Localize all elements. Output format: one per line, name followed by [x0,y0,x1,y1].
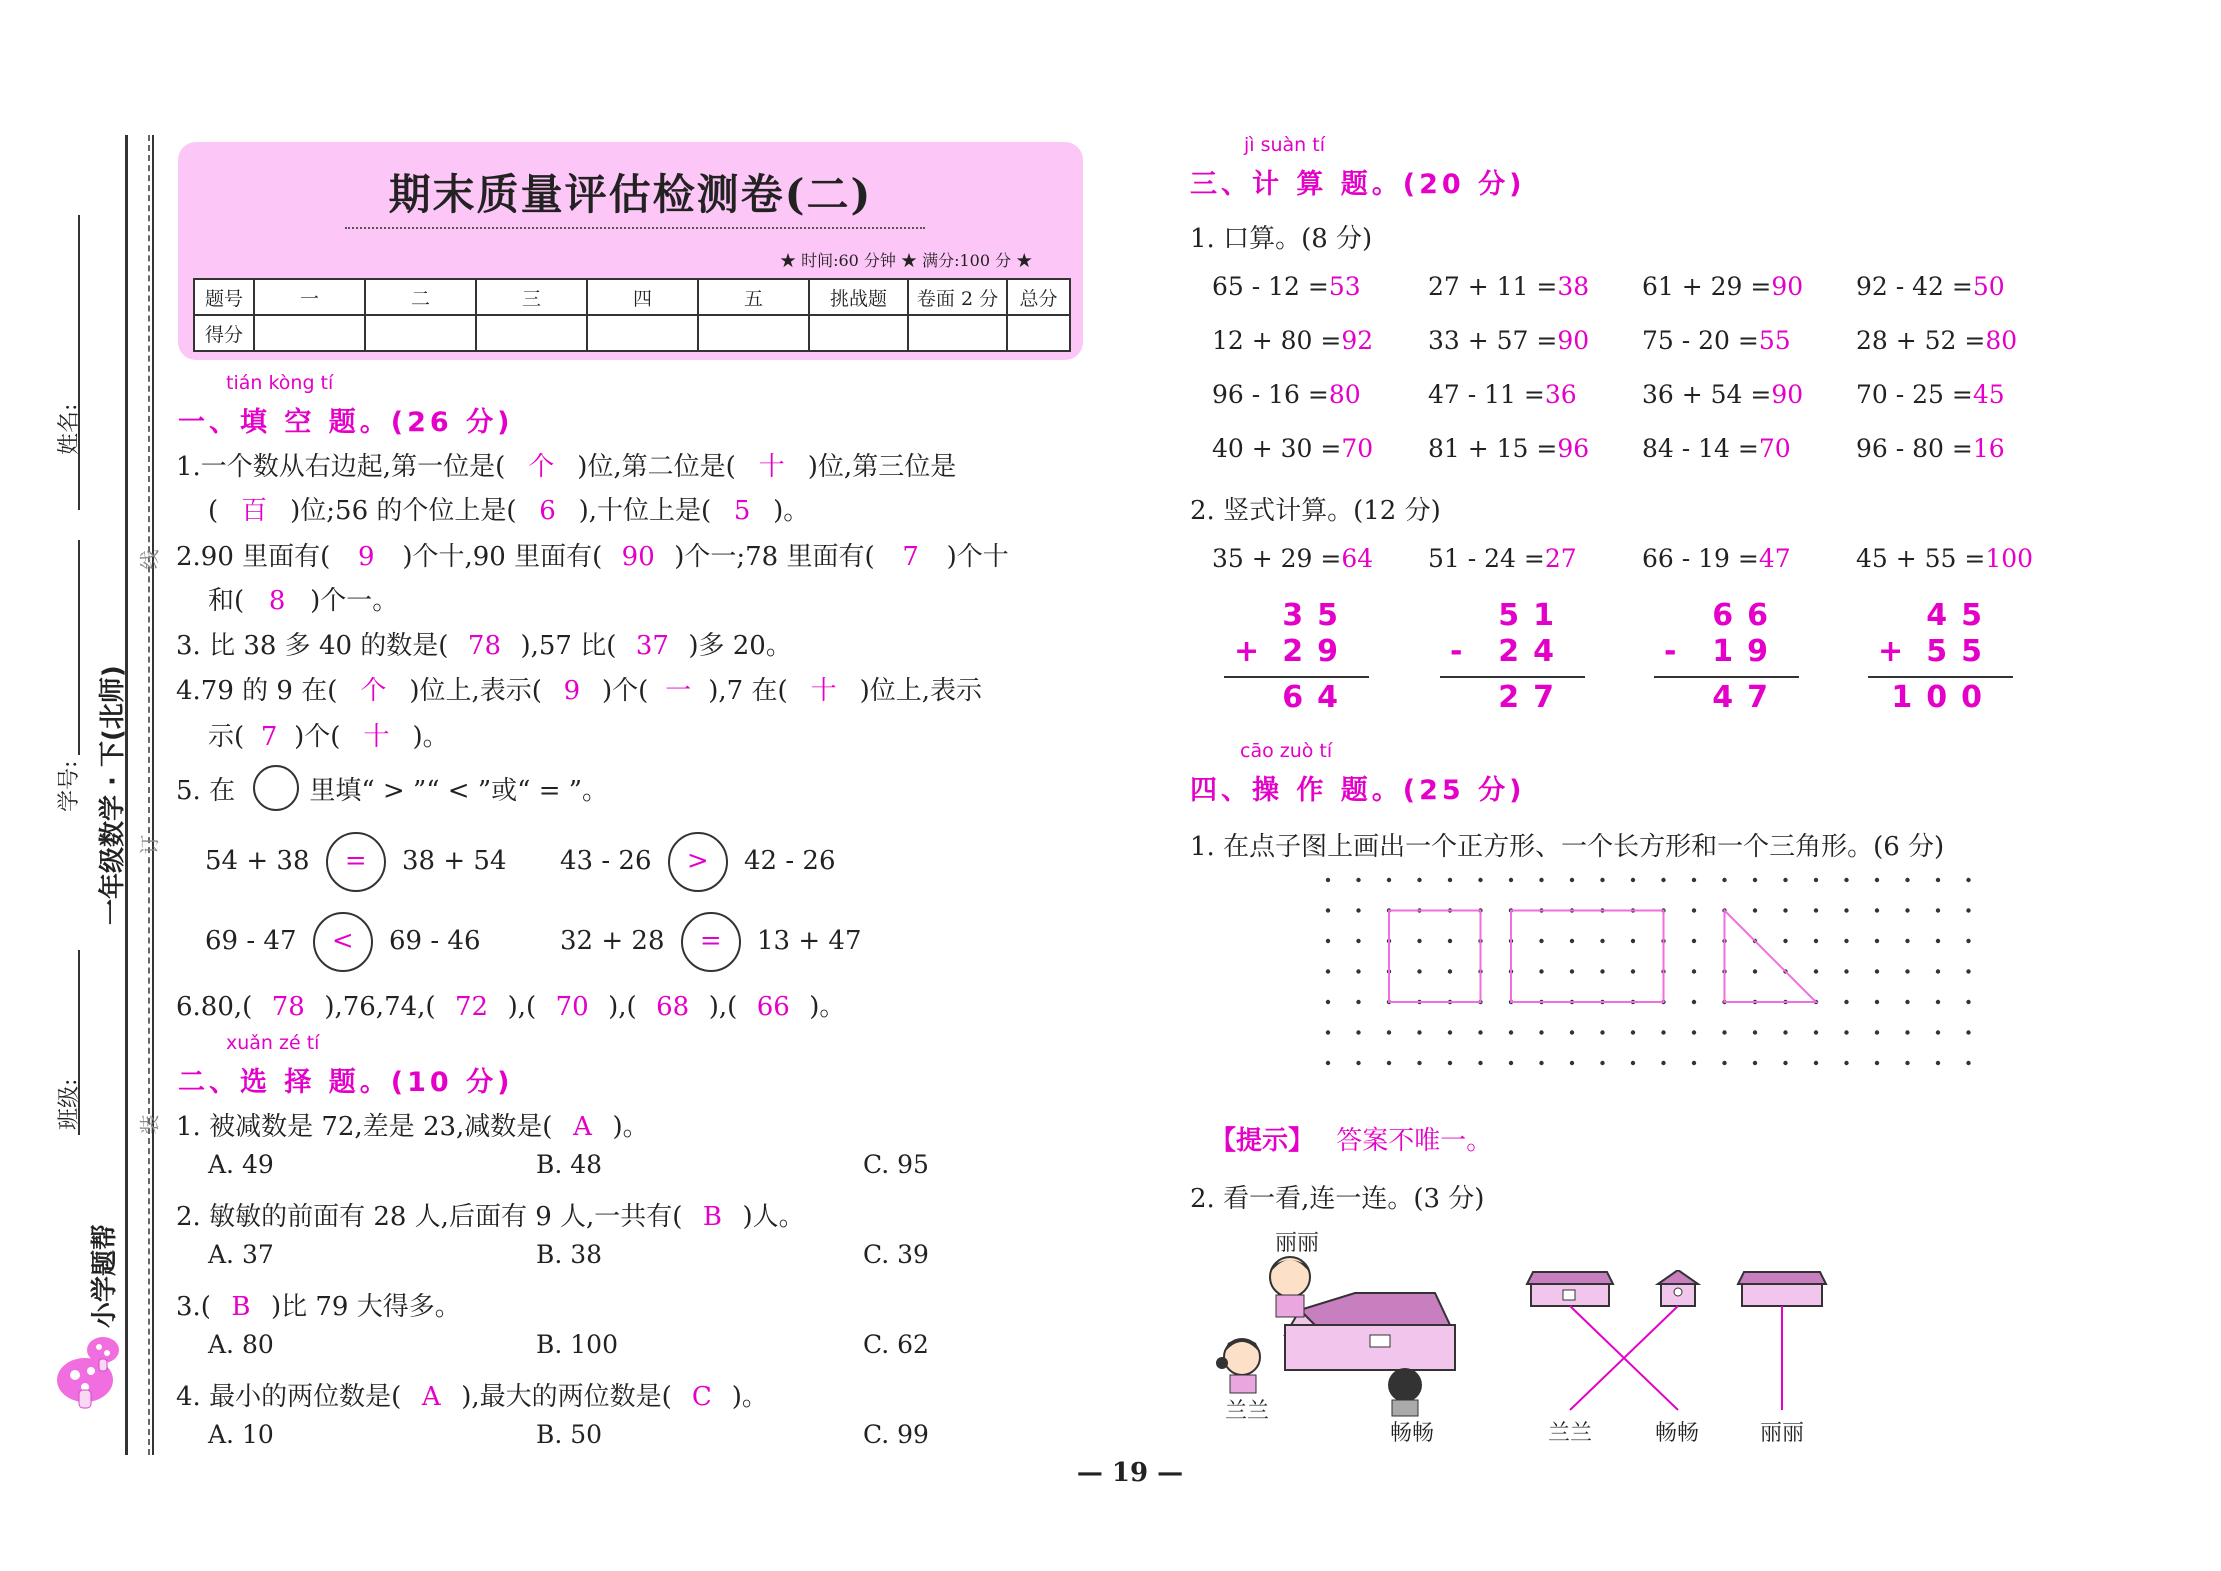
answer: 55 [1758,326,1791,355]
answer: 9 [358,542,375,572]
grid-dot [1814,878,1818,882]
section3-pinyin: jì suàn tí [1244,134,1325,156]
grid-dot [1814,1030,1818,1034]
compare-answer-circle: > [668,832,728,892]
vertical-operator: + [1878,634,1918,669]
grid-dot [1966,908,1970,912]
compare-item: 32 + 28 = 13 + 47 [560,912,862,972]
grid-dot [1722,1061,1726,1065]
grid-dot [1844,1061,1848,1065]
s1-q1-line1: 1.一个数从右边起,第一位是( 个 )位,第二位是( 十 )位,第三位是 [176,446,956,483]
option: C. 95 [863,1150,929,1179]
kid-name-lanlan: 兰兰 [1225,1399,1270,1424]
answer: 36 [1544,380,1577,409]
grid-dot [1905,939,1909,943]
score-header: 五 [698,279,809,315]
grid-dot [1875,1061,1879,1065]
grid-dot [1448,969,1452,973]
grid-dot [1600,878,1604,882]
compare-answer-circle: = [326,832,386,892]
section1-title: 一、填 空 题。(26 分) [178,407,514,438]
score-header: 总分 [1007,279,1070,315]
vertical-calc-equation: 66 - 19 =47 [1642,544,1791,573]
grid-dot [1753,908,1757,912]
vertical-operator: - [1450,634,1477,669]
answer: 27 [1544,544,1577,573]
cut-mark-xian: 线 [137,549,162,570]
grid-dot [1936,969,1940,973]
house-views [1525,1270,1845,1440]
option: B. 100 [536,1330,618,1359]
grid-dot [1661,1030,1665,1034]
score-cell[interactable] [1007,315,1070,351]
answer: B [231,1292,251,1322]
s3-q2-title: 2. 竖式计算。(12 分) [1190,496,1441,526]
grid-dot [1570,1030,1574,1034]
option: B. 50 [536,1420,603,1449]
grid-dot [1448,878,1452,882]
id-field-line [78,540,80,755]
answer: 70 [1341,434,1374,463]
section4-pinyin: cāo zuò tí [1240,740,1333,762]
grid-dot [1387,1030,1391,1034]
grid-dot [1966,939,1970,943]
score-header: 二 [365,279,476,315]
answer: 92 [1341,326,1374,355]
vertical-top-number: 51 [1498,598,1568,633]
grid-dot [1814,969,1818,973]
answer: 70 [1758,434,1791,463]
grid-dot [1844,939,1848,943]
answer: 5 [733,496,751,526]
grid-dot [1539,878,1543,882]
kid-name-changchang: 畅畅 [1390,1421,1435,1446]
grid-dot [1844,908,1848,912]
score-cell[interactable] [254,315,365,351]
option: A. 80 [208,1330,274,1359]
oral-calc-item: 81 + 15 =96 [1428,434,1590,463]
grid-dot [1966,1000,1970,1004]
vertical-bottom-number: 55 [1926,634,1996,669]
grid-dot [1631,939,1635,943]
s1-q2-line2: 和( 8 )个一。 [208,586,399,616]
grid-dot [1570,878,1574,882]
score-header: 四 [587,279,698,315]
answer: 100 [1985,544,2034,573]
grid-dot [1326,878,1330,882]
grid-dot [1936,1030,1940,1034]
compare-item: 69 - 47 < 69 - 46 [205,912,481,972]
grid-dot [1326,969,1330,973]
name-label: 姓名: [57,403,82,455]
score-header: 题号 [194,279,254,315]
score-header: 三 [476,279,587,315]
vertical-operator: - [1664,634,1691,669]
grid-dot [1692,1030,1696,1034]
brand-label: 小学题帮 [90,1223,120,1328]
vertical-calc-equation: 35 + 29 =64 [1212,544,1374,573]
s3-q1-title: 1. 口算。(8 分) [1190,224,1373,254]
grid-dot [1631,1030,1635,1034]
vertical-bottom-number: 19 [1712,634,1782,669]
compare-answer-circle: < [313,912,373,972]
option: C. 39 [863,1240,929,1269]
answer: 90 [1557,326,1590,355]
grid-dot [1631,969,1635,973]
cut-mark-zhuang: 装 [137,1114,162,1135]
grid-dot [1600,939,1604,943]
binding-line-inner [148,135,150,1455]
grid-dot [1326,908,1330,912]
grid-dot [1570,939,1574,943]
compare-item: 54 + 38 = 38 + 54 [205,832,507,892]
grid-dot [1356,939,1360,943]
section3-title: 三、计 算 题。(20 分) [1190,169,1526,200]
grid-dot [1966,1030,1970,1034]
score-cell[interactable] [365,315,476,351]
grid-dot [1875,969,1879,973]
section2-pinyin: xuǎn zé tí [226,1032,320,1054]
grid-dot [1753,878,1757,882]
grid-dot [1692,939,1696,943]
grid-dot [1814,908,1818,912]
exam-meta: ★ 时间:60 分钟 ★ 满分:100 分 ★ [780,251,1033,270]
grid-dot [1875,1030,1879,1034]
s1-q5: 5. 在 里填“ > ”“ < ”或“ = ”。 [176,770,608,811]
answer: 66 [756,992,790,1022]
grid-dot [1448,1030,1452,1034]
grid-dot [1417,1061,1421,1065]
vertical-divider-line [1868,676,2013,678]
score-cell[interactable] [698,315,809,351]
grid-dot [1539,1030,1543,1034]
mushroom-logo [55,1325,135,1415]
compare-item: 43 - 26 > 42 - 26 [560,832,836,892]
answer: 70 [555,992,589,1022]
grid-dot [1387,878,1391,882]
answer: 45 [1972,380,2005,409]
score-cell[interactable] [476,315,587,351]
answer: 38 [1557,272,1590,301]
oral-calc-item: 36 + 54 =90 [1642,380,1804,409]
binding-line-right [152,135,154,1455]
grid-dot [1722,1030,1726,1034]
page-title: 期末质量评估检测卷(二) [388,170,873,219]
grid-dot [1356,1030,1360,1034]
oral-calc-item: 84 - 14 =70 [1642,434,1791,463]
grid-dot [1417,878,1421,882]
grid-dot [1631,1061,1635,1065]
answer: 百 [241,496,268,526]
answer: 53 [1328,272,1361,301]
title-underline [345,227,925,229]
grid-dot [1783,1030,1787,1034]
grid-dot [1875,939,1879,943]
grid-dot [1478,878,1482,882]
oral-calc-item: 28 + 52 =80 [1856,326,2018,355]
s2-q1: 1. 被减数是 72,差是 23,减数是( A )。 [176,1112,649,1142]
section2-title: 二、选 择 题。(10 分) [178,1067,514,1098]
answer: B [702,1202,722,1232]
score-row-label: 得分 [194,315,254,351]
score-header: 卷面 2 分 [908,279,1007,315]
grid-dot [1600,1030,1604,1034]
grid-dot [1936,1061,1940,1065]
s1-q4-line2: 示( 7 )个( 十 )。 [208,716,449,753]
drawn-rectangle [1511,911,1664,1003]
grid-dot [1326,1000,1330,1004]
oral-calc-item: 33 + 57 =90 [1428,326,1590,355]
vertical-result: 47 [1712,680,1782,715]
grid-dot [1387,1061,1391,1065]
grid-dot [1478,1030,1482,1034]
vertical-top-number: 66 [1712,598,1782,633]
option: C. 99 [863,1420,929,1449]
vertical-result: 27 [1498,680,1568,715]
grid-dot [1448,1061,1452,1065]
grid-dot [1600,969,1604,973]
answer: 16 [1972,434,2005,463]
grid-dot [1326,1061,1330,1065]
grid-dot [1936,908,1940,912]
grid-dot [1692,1000,1696,1004]
vertical-operator: + [1234,634,1274,669]
drawn-triangle [1725,911,1817,1003]
grid-dot [1356,908,1360,912]
grid-dot [1905,878,1909,882]
grid-dot [1539,969,1543,973]
kid-name-lili: 丽丽 [1275,1231,1320,1256]
s1-q2-line1: 2.90 里面有( 9 )个十,90 里面有( 90 )个一;78 里面有( 7 )个十 [176,542,1009,572]
grid-dot [1539,939,1543,943]
grid-dot [1692,878,1696,882]
oral-calc-item: 96 - 16 =80 [1212,380,1361,409]
s2-q2: 2. 敏敏的前面有 28 人,后面有 9 人,一共有( B )人。 [176,1202,805,1232]
vertical-top-number: 45 [1926,598,1996,633]
id-label: 学号: [57,760,82,812]
name-field-line [78,215,80,510]
grid-dot [1417,1030,1421,1034]
compare-circle-example [253,765,299,811]
score-cell[interactable] [587,315,698,351]
grid-dot [1631,878,1635,882]
s2-q3: 3.( B )比 79 大得多。 [176,1292,461,1322]
answer: 7 [260,722,278,752]
answer: 7 [902,542,919,572]
score-header: 挑战题 [809,279,908,315]
grid-dot [1905,1061,1909,1065]
answer: 十 [758,452,785,482]
grid-dot [1844,1030,1848,1034]
answer: A [421,1382,441,1412]
answer: 90 [621,542,655,572]
bottom-name: 丽丽 [1760,1421,1805,1446]
answer: 90 [1771,380,1804,409]
grid-dot [1814,939,1818,943]
grid-dot [1356,1061,1360,1065]
s2-q4: 4. 最小的两位数是( A ),最大的两位数是( C )。 [176,1382,768,1412]
grid-dot [1356,969,1360,973]
section4-title: 四、操 作 题。(25 分) [1190,775,1526,806]
compare-answer-circle: = [681,912,741,972]
option: C. 62 [863,1330,929,1359]
answer: 47 [1758,544,1791,573]
grid-dot [1753,1061,1757,1065]
grid-dot [1478,1061,1482,1065]
oral-calc-item: 92 - 42 =50 [1856,272,2005,301]
score-cell[interactable] [809,315,908,351]
grid-dot [1326,1030,1330,1034]
score-table [193,278,1071,352]
grid-dot [1570,969,1574,973]
oral-calc-item: 40 + 30 =70 [1212,434,1374,463]
answer: 64 [1341,544,1374,573]
grid-dot [1905,908,1909,912]
grade-label: 一年级数学 · 下(北师) [98,665,128,925]
grid-dot [1722,878,1726,882]
grid-dot [1875,908,1879,912]
answer: 6 [539,496,556,526]
hint: 【提示】 答案不唯一。 [1210,1126,1493,1156]
oral-calc-item: 96 - 80 =16 [1856,434,2005,463]
grid-dot [1570,1061,1574,1065]
grid-dot [1936,878,1940,882]
oral-calc-item: 47 - 11 =36 [1428,380,1577,409]
grid-dot [1966,1061,1970,1065]
vertical-divider-line [1224,676,1369,678]
grid-dot [1356,1000,1360,1004]
vertical-calc-equation: 51 - 24 =27 [1428,544,1577,573]
cut-mark-ding: 订 [137,834,162,855]
s1-q1-line2: ( 百 )位;56 的个位上是( 6 ),十位上是( 5 )。 [208,490,809,527]
grid-dot [1783,939,1787,943]
grid-dot [1661,1061,1665,1065]
answer: 80 [1985,326,2018,355]
answer: 78 [271,992,305,1022]
grid-dot [1417,939,1421,943]
grid-dot [1966,969,1970,973]
grid-dot [1936,939,1940,943]
page-number: — 19 — [1076,1458,1184,1488]
grid-dot [1692,1061,1696,1065]
vertical-bottom-number: 24 [1498,634,1568,669]
grid-dot [1509,878,1513,882]
option: A. 49 [208,1150,274,1179]
oral-calc-item: 65 - 12 =53 [1212,272,1361,301]
answer: 十 [810,676,837,706]
grid-dot [1600,1061,1604,1065]
option: A. 37 [208,1240,274,1269]
grid-dot [1417,969,1421,973]
option: B. 38 [536,1240,603,1269]
grid-dot [1905,969,1909,973]
grid-dot [1661,878,1665,882]
option: B. 48 [536,1150,603,1179]
answer: 个 [528,452,555,482]
answer: A [573,1112,592,1142]
answer: 80 [1328,380,1361,409]
answer: 9 [563,676,581,706]
grid-dot [1814,1061,1818,1065]
s4-q1: 1. 在点子图上画出一个正方形、一个长方形和一个三角形。(6 分) [1190,832,1945,862]
answer: 90 [1771,272,1804,301]
answer: 个 [360,676,387,706]
grid-dot [1844,878,1848,882]
oral-calc-item: 61 + 29 =90 [1642,272,1804,301]
oral-calc-item: 27 + 11 =38 [1428,272,1590,301]
drawn-square [1389,911,1481,1003]
vertical-top-number: 35 [1282,598,1352,633]
grid-dot [1844,1000,1848,1004]
grid-dot [1875,1000,1879,1004]
vertical-bottom-number: 29 [1282,634,1352,669]
oral-calc-item: 12 + 80 =92 [1212,326,1374,355]
answer: 68 [656,992,690,1022]
answer: 72 [455,992,489,1022]
score-cell[interactable] [908,315,1007,351]
dot-grid [1310,868,1990,1078]
grid-dot [1356,878,1360,882]
section1-pinyin: tián kòng tí [226,372,334,394]
vertical-calc-equation: 45 + 55 =100 [1856,544,2034,573]
s4-q2: 2. 看一看,连一连。(3 分) [1190,1184,1485,1214]
grid-dot [1966,878,1970,882]
grid-dot [1692,908,1696,912]
grid-dot [1753,1030,1757,1034]
grid-dot [1875,878,1879,882]
grid-dot [1326,939,1330,943]
answer: C [691,1382,712,1412]
vertical-divider-line [1440,676,1585,678]
s1-q6: 6.80,( 78 ),76,74,( 72 ),( 70 ),( 68 ),( 66 )。 [176,992,846,1022]
oral-calc-item: 75 - 20 =55 [1642,326,1791,355]
answer: 十 [363,722,390,752]
answer: 一 [665,676,692,706]
grid-dot [1905,1000,1909,1004]
grid-dot [1783,1061,1787,1065]
s1-q3: 3. 比 38 多 40 的数是( 78 ),57 比( 37 )多 20。 [176,631,792,661]
grid-dot [1844,969,1848,973]
grid-dot [1539,1061,1543,1065]
score-header: 一 [254,279,365,315]
grid-dot [1448,939,1452,943]
grid-dot [1753,969,1757,973]
answer: 50 [1972,272,2005,301]
class-label: 班级: [57,1078,82,1130]
grid-dot [1509,1030,1513,1034]
oral-calc-item: 70 - 25 =45 [1856,380,2005,409]
s1-q4-line1: 4.79 的 9 在( 个 )位上,表示( 9 )个( 一 ),7 在( 十 )位上,表示 [176,670,982,707]
grid-dot [1509,1061,1513,1065]
answer: 8 [268,586,286,616]
grid-dot [1692,969,1696,973]
bottom-name: 兰兰 [1548,1421,1593,1446]
grid-dot [1936,1000,1940,1004]
option: A. 10 [208,1420,274,1449]
grid-dot [1783,908,1787,912]
grid-dot [1783,878,1787,882]
vertical-divider-line [1654,676,1799,678]
answer: 78 [467,631,501,661]
vertical-result: 64 [1282,680,1352,715]
grid-dot [1905,1030,1909,1034]
bottom-name: 畅畅 [1655,1421,1700,1446]
answer: 37 [635,631,669,661]
vertical-result: 100 [1891,680,1996,715]
answer: 96 [1557,434,1590,463]
